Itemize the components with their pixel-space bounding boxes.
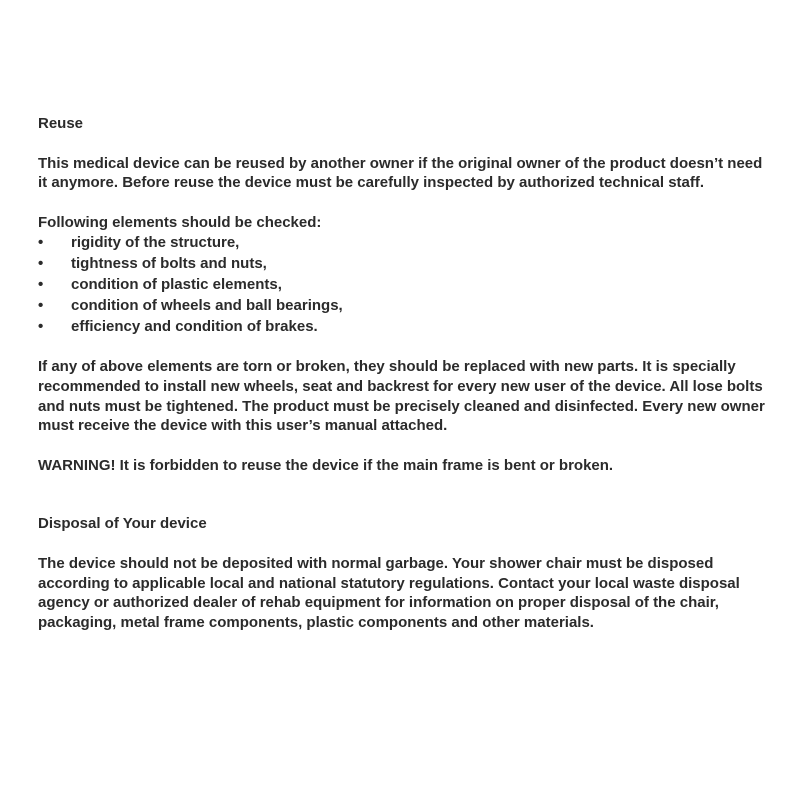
checklist [38, 232, 768, 337]
bullet-icon: • [38, 255, 44, 273]
warning-paragraph: WARNING! It is forbidden to reuse the device if the main frame is bent or broken. [38, 456, 614, 474]
bullet-icon: • [38, 297, 44, 315]
checklist-item-text: efficiency and condition of brakes. [71, 318, 318, 336]
disposal-heading: Disposal of Your device [38, 515, 207, 533]
checklist-item [38, 232, 768, 253]
checklist-item-text: condition of wheels and ball bearings, [71, 297, 343, 315]
checklist-item [38, 295, 768, 316]
checklist-item [38, 253, 768, 274]
checklist-item-text: condition of plastic elements, [71, 276, 282, 294]
checklist-item [38, 316, 768, 337]
disposal-paragraph: The device should not be deposited with normal garbage. Your shower chair must be disposed according to applicable local and national statutory regulations. Contact your local waste disposal agency or authorized dealer of rehab equipment for information on proper disposal of the chair, packaging, metal frame components, plastic components and other materials. [38, 554, 740, 631]
reuse-heading: Reuse [38, 115, 84, 132]
checklist-item-text: tightness of bolts and nuts, [71, 255, 267, 273]
document-page [38, 114, 768, 632]
checklist-item [38, 274, 768, 295]
bullet-icon: • [38, 234, 44, 252]
reuse-intro-paragraph: This medical device can be reused by another owner if the original owner of the product doesn’t need it anymore. Before reuse the device must be carefully inspected by authorized technical staff. [38, 154, 763, 192]
replacement-paragraph: If any of above elements are torn or broken, they should be replaced with new parts. It is specially recommended to install new wheels, seat and backrest for every new user of the device. All lose bolts and nuts must be tightened. The product must be precisely cleaned and disinfected. Every new owner must receive the device with this user’s manual attached. [38, 358, 765, 435]
checklist-item-text: rigidity of the structure, [71, 234, 240, 252]
bullet-icon: • [38, 318, 44, 336]
bullet-icon: • [38, 276, 44, 294]
checklist-title: Following elements should be checked: [38, 213, 322, 231]
